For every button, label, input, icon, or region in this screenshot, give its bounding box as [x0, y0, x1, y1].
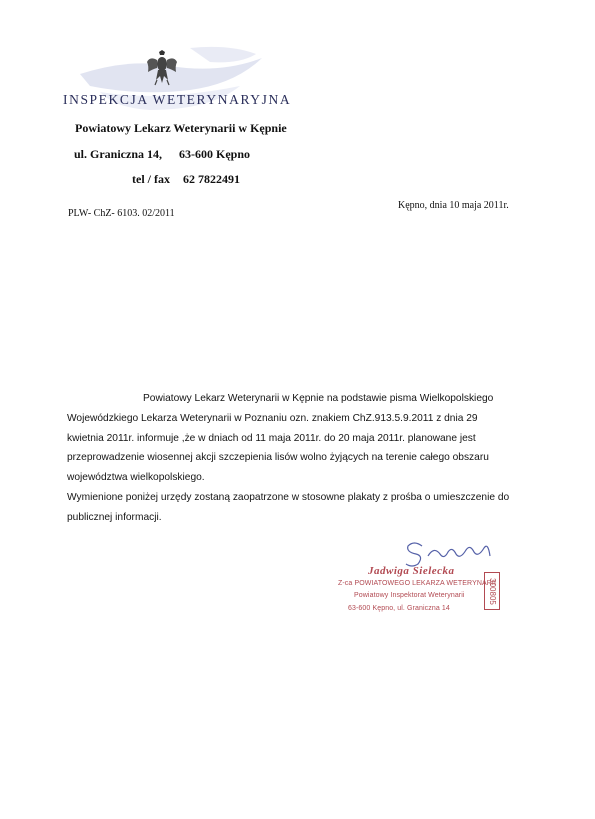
- reference-number: PLW- ChZ- 6103. 02/2011: [68, 208, 175, 219]
- place-and-date: Kępno, dnia 10 maja 2011r.: [398, 200, 509, 211]
- office-address: [74, 147, 250, 162]
- street-address: ul. Graniczna 14,: [74, 147, 163, 161]
- polish-eagle-icon: [146, 50, 178, 86]
- stamp-number: 300805: [487, 577, 497, 605]
- stamp-institution: Powiatowy Inspektorat Weterynarii: [354, 592, 465, 599]
- letter-body: [67, 389, 517, 528]
- stamp-title: Z-ca POWIATOWEGO LEKARZA WETERYNARII: [338, 580, 497, 587]
- stamp-address: 63-600 Kępno, ul. Graniczna 14: [348, 605, 450, 612]
- body-paragraph-1: Powiatowy Lekarz Weterynarii w Kępnie na podstawie pisma Wielkopolskiego Wojewódzkiego Lekarza Weterynarii w Poznaniu ozn. znakiem ChZ.913.5.9.2011 z dnia 29 kwietnia 2011r. informuje ,że w dniach od 11 maja 2011r. do 20 maja 2011r. planowane jest przeprowadzenie wiosennej akcji szczepienia lisów wolno żyjących na terenie całego obszaru województwa wielkopolskiego.: [67, 393, 494, 484]
- stamp-number-box: [484, 572, 500, 610]
- office-name: Powiatowy Lekarz Weterynarii w Kępnie: [75, 121, 287, 135]
- postal-city: 63-600 Kępno: [179, 147, 251, 161]
- phone-number: 62 7822491: [183, 172, 240, 186]
- phone-label: tel / fax: [132, 172, 170, 186]
- signatory-name: Jadwiga Sielecka: [368, 565, 455, 577]
- body-paragraph-2: Wymienione poniżej urzędy zostaną zaopatrzone w stosowne plakaty z prośba o umieszczenie do publicznej informacji.: [67, 491, 510, 523]
- office-phone: [132, 172, 240, 187]
- institution-name: INSPEKCJA WETERYNARYJNA: [63, 92, 292, 107]
